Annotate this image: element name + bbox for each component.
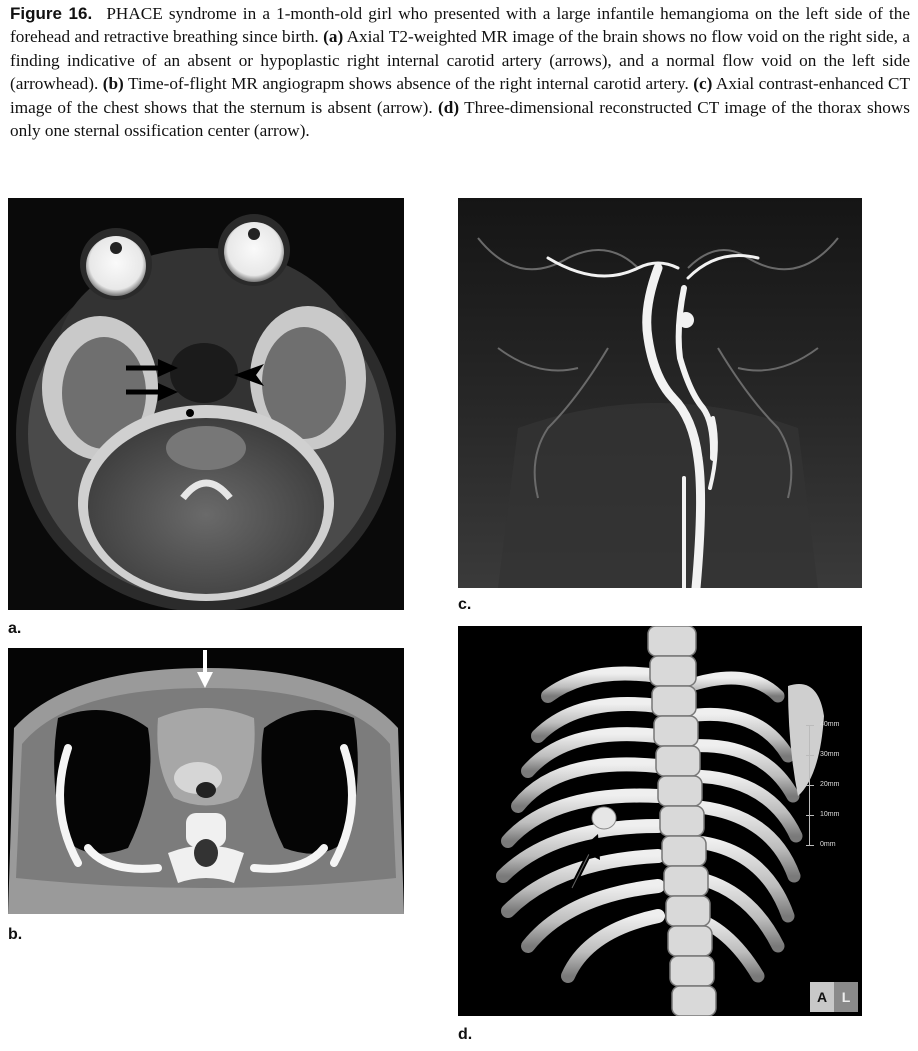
panel-label-d: d. [458,1026,473,1043]
black-arrow-icon [124,358,178,378]
figure-label: Figure 16. [10,4,93,23]
black-arrowhead-icon [234,364,264,386]
scale-label: 40mm [820,721,840,728]
black-arrow-icon [124,382,178,402]
caption-part-c-text: Axial contrast-enhanced CT image of the chest shows that the sternum is absent (arrow). [10,74,911,117]
mri-image [8,198,404,610]
orientation-badge-a: A [810,982,834,1012]
caption-part-a-text: Axial T2-weighted MR image of the brain shows no flow void on the right side, a finding indicative of an absent or hypoplastic right internal carotid artery (arrows), and a normal flow void on the left side (arrowhead). [10,27,910,94]
recon-image [458,626,862,1016]
scale-bar [806,721,852,856]
caption-part-b-text: Time-of-flight MR angiograpm shows absence of the right internal carotid artery. [127,74,689,94]
panel-label-c: c. [458,596,472,613]
scale-label: 0mm [820,841,836,848]
panel-label-a: a. [8,620,22,637]
figure-caption [10,2,910,142]
scale-label: 20mm [820,781,840,788]
caption-part-a-label: (a) [323,27,344,47]
white-arrow-icon [196,650,214,688]
black-arrow-icon [566,834,602,892]
caption-part-b-label: (b) [102,74,124,94]
caption-part-c-label: (c) [693,74,713,94]
panel-label-b: b. [8,926,23,943]
orientation-badge-l: L [834,982,858,1012]
mra-image [458,198,862,588]
caption-part-d-label: (d) [438,97,460,117]
ct-image [8,648,404,914]
caption-part-d-text: Three-dimensional reconstructed CT image of the thorax shows only one sternal ossification center (arrow). [10,97,910,141]
scale-label: 30mm [820,751,840,758]
caption-intro: PHACE syndrome in a 1-month-old girl who presented with a large infantile hemangioma on the left side of the forehead and retractive breathing since birth. [10,4,910,47]
scale-label: 10mm [820,811,840,818]
